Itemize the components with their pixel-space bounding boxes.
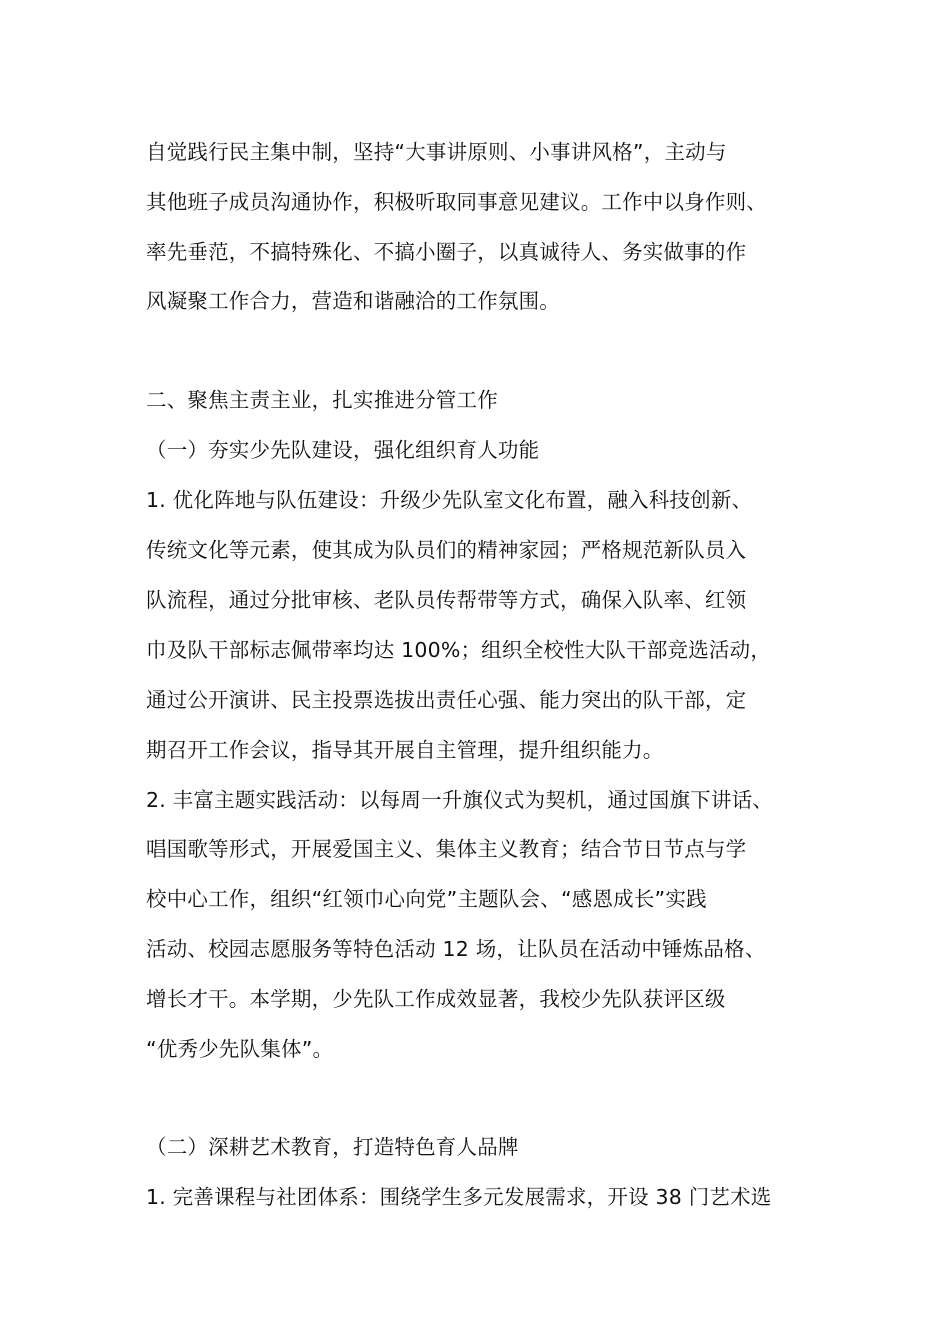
list-item-line: 1. 优化阵地与队伍建设：升级少先队室文化布置，融入科技创新、 (146, 488, 753, 512)
list-item-line: 通过公开演讲、民主投票选拔出责任心强、能力突出的队干部，定 (146, 688, 747, 712)
list-item-line: “优秀少先队集体”。 (146, 1037, 334, 1061)
paragraph-line: 其他班子成员沟通协作，积极听取同事意见建议。工作中以身作则、 (146, 190, 767, 214)
paragraph-line: 自觉践行民主集中制，坚持“大事讲原则、小事讲风格”，主动与 (146, 140, 727, 164)
list-item-line: 校中心工作，组织“红领巾心向党”主题队会、“感恩成长”实践 (146, 887, 707, 911)
subsection-heading: （二）深耕艺术教育，打造特色育人品牌 (146, 1135, 519, 1159)
list-item-line: 增长才干。本学期，少先队工作成效显著，我校少先队获评区级 (146, 987, 726, 1011)
list-item-line: 队流程，通过分批审核、老队员传帮带等方式，确保入队率、红领 (146, 588, 747, 612)
paragraph-line: 率先垂范，不搞特殊化、不搞小圈子，以真诚待人、务实做事的作 (146, 240, 747, 264)
list-item-line: 1. 完善课程与社团体系：围绕学生多元发展需求，开设 38 门艺术选 (146, 1185, 772, 1209)
paragraph-line: 风凝聚工作合力，营造和谐融洽的工作氛围。 (146, 289, 560, 313)
list-item-line: 传统文化等元素，使其成为队员们的精神家园；严格规范新队员入 (146, 538, 747, 562)
section-heading: 二、聚焦主责主业，扎实推进分管工作 (146, 388, 498, 412)
list-item-line: 活动、校园志愿服务等特色活动 12 场，让队员在活动中锤炼品格、 (146, 937, 766, 961)
subsection-heading: （一）夯实少先队建设，强化组织育人功能 (146, 438, 540, 462)
list-item-line: 巾及队干部标志佩带率均达 100%；组织全校性大队干部竞选活动， (146, 638, 772, 662)
list-item-line: 唱国歌等形式，开展爱国主义、集体主义教育；结合节日节点与学 (146, 837, 747, 861)
list-item-line: 期召开工作会议，指导其开展自主管理，提升组织能力。 (146, 738, 664, 762)
list-item-line: 2. 丰富主题实践活动：以每周一升旗仪式为契机，通过国旗下讲话、 (146, 788, 773, 812)
